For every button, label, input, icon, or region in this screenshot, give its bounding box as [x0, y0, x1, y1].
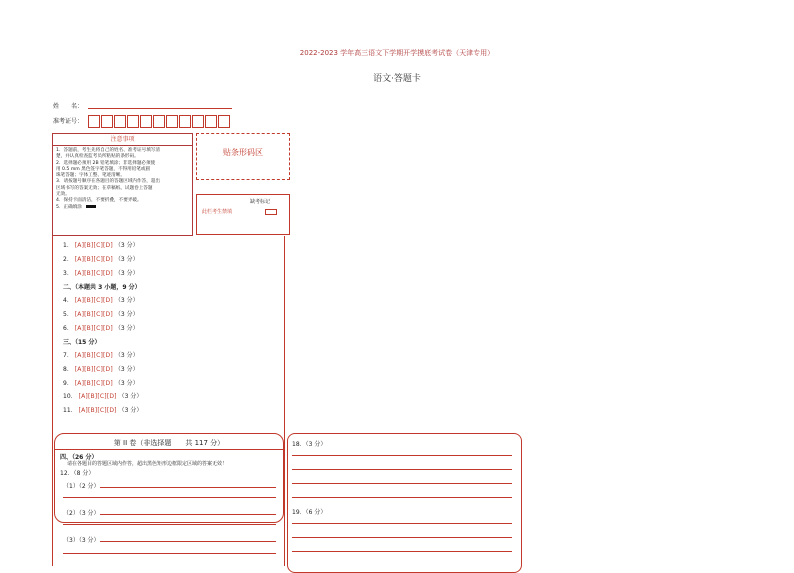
answer-line[interactable] — [63, 524, 276, 525]
notice-line: 珠笔答题；字体工整、笔迹清晰。 — [56, 173, 125, 179]
question-12-1: （1）（2 分） — [63, 483, 100, 490]
divider — [55, 449, 283, 450]
question-score: （3 分） — [114, 325, 139, 332]
question-number: 2． — [63, 256, 73, 263]
choice-row — [63, 378, 139, 387]
id-box[interactable] — [192, 115, 204, 128]
answer-warning: 请在各题目的答题区域内作答，超出黑色矩形边框限定区域的答案无效！ — [67, 461, 228, 467]
notice-line: 区域书写的答案无效；在草稿纸、试题卷上答题 — [56, 185, 153, 191]
id-box[interactable] — [127, 115, 139, 128]
absent-mark-label: 缺考标记 — [249, 199, 270, 205]
question-12-3: （3）（3 分） — [63, 537, 100, 544]
answer-line[interactable] — [292, 523, 512, 524]
question-number: 8． — [63, 366, 73, 373]
notice-sample-row — [56, 205, 190, 211]
answer-line[interactable] — [292, 455, 512, 456]
answer-options[interactable]: [A][B][C][D] — [74, 366, 113, 373]
name-label: 姓 名： — [53, 103, 84, 110]
absent-panel — [196, 194, 290, 235]
question-score: （3 分） — [118, 393, 143, 400]
part2-title: 第 II 卷（非选择题 共 117 分） — [113, 439, 225, 447]
answer-line[interactable] — [292, 537, 512, 538]
notice-line: 1．答题前，考生先将自己的姓名、准考证号填写清 — [56, 148, 160, 153]
question-score: （3 分） — [114, 242, 139, 249]
id-box[interactable] — [114, 115, 126, 128]
notice-line: 楚，并认真检查监考员所粘贴的条形码。 — [56, 154, 139, 160]
question-score: （3 分） — [114, 366, 139, 373]
answer-options[interactable]: [A][B][C][D] — [74, 352, 113, 359]
answer-options[interactable]: [A][B][C][D] — [74, 325, 113, 332]
question-score: （3 分） — [114, 311, 139, 318]
question-number: 4． — [63, 297, 73, 304]
choice-row — [63, 295, 139, 304]
id-box[interactable] — [140, 115, 152, 128]
section-heading: 四、（26 分） — [60, 454, 98, 461]
question-score: （3 分） — [118, 407, 143, 414]
answer-options[interactable]: [A][B][C][D] — [74, 256, 113, 263]
id-box[interactable] — [166, 115, 178, 128]
absent-label: 此栏考生禁填 — [202, 209, 233, 215]
question-score: （3 分） — [114, 256, 139, 263]
barcode-area — [196, 133, 290, 180]
section-heading: 二、（本题共 3 小题，9 分） — [63, 284, 141, 291]
choice-row — [63, 391, 142, 400]
card-title: 语文·答题卡 — [373, 74, 421, 84]
answer-line[interactable] — [63, 497, 276, 498]
question-score: （3 分） — [114, 297, 139, 304]
answer-line[interactable] — [100, 541, 276, 542]
id-box[interactable] — [205, 115, 217, 128]
id-box[interactable] — [179, 115, 191, 128]
choice-row — [63, 309, 139, 318]
section-heading: 三、（15 分） — [63, 339, 101, 346]
answer-options[interactable]: [A][B][C][D] — [78, 393, 117, 400]
absent-checkbox[interactable] — [265, 209, 277, 215]
notice-line: 4．保持卡面清洁，不要折叠，不要弄破。 — [56, 198, 142, 204]
exam-title: 2022-2023 学年高三语文下学期开学摸底考试卷（天津专用） — [299, 49, 495, 57]
choice-row — [63, 364, 139, 373]
question-score: （3 分） — [114, 380, 139, 387]
question-number: 9． — [63, 380, 73, 387]
choice-row — [63, 350, 139, 359]
notice-line: 无效。 — [56, 192, 70, 198]
answer-line[interactable] — [100, 487, 276, 488]
question-12-2: （2）（3 分） — [63, 510, 100, 517]
id-box[interactable] — [101, 115, 113, 128]
answer-options[interactable]: [A][B][C][D] — [74, 297, 113, 304]
question-number: 1． — [63, 242, 73, 249]
question-number: 3． — [63, 270, 73, 277]
question-12: 12．（8 分） — [60, 470, 95, 477]
question-18: 18．（3 分） — [292, 441, 327, 448]
notice-line: 用 0.5 mm 黑色签字笔答题，不得用铅笔或圆 — [56, 166, 151, 172]
question-number: 11． — [63, 407, 77, 414]
question-score: （3 分） — [114, 352, 139, 359]
id-box[interactable] — [153, 115, 165, 128]
question-number: 5． — [63, 311, 73, 318]
answer-options[interactable]: [A][B][C][D] — [74, 380, 113, 387]
choice-row — [63, 254, 139, 263]
answer-options[interactable]: [A][B][C][D] — [74, 311, 113, 318]
filled-mark-icon — [86, 205, 96, 208]
id-label: 准考证号： — [53, 118, 84, 125]
question-number: 10． — [63, 393, 77, 400]
answer-options[interactable]: [A][B][C][D] — [78, 407, 117, 414]
answer-line[interactable] — [292, 469, 512, 470]
answer-line[interactable] — [100, 514, 276, 515]
answer-line[interactable] — [63, 553, 276, 554]
notice-title: 注意事项 — [53, 134, 192, 146]
id-box[interactable] — [218, 115, 230, 128]
choice-row — [63, 323, 139, 332]
notice-sample-label: 5．正确填涂 — [56, 204, 82, 210]
question-score: （3 分） — [114, 270, 139, 277]
question-number: 7． — [63, 352, 73, 359]
barcode-label: 贴条形码区 — [223, 148, 263, 157]
answer-options[interactable]: [A][B][C][D] — [74, 242, 113, 249]
notice-line: 3．请按题号顺序在各题目的答题区域内作答，超出 — [56, 179, 160, 185]
answer-line[interactable] — [292, 551, 512, 552]
notice-line: 2．选择题必须用 2B 铅笔填涂；非选择题必须使 — [56, 160, 156, 166]
choice-row — [63, 268, 139, 277]
choice-row — [63, 405, 142, 414]
question-number: 6． — [63, 325, 73, 332]
right-answer-box — [287, 433, 522, 573]
answer-line[interactable] — [292, 483, 512, 484]
name-field[interactable] — [88, 108, 232, 109]
notice-text — [56, 148, 190, 211]
id-box[interactable] — [88, 115, 100, 128]
question-19: 19．（6 分） — [292, 509, 327, 516]
answer-line[interactable] — [292, 497, 512, 498]
notice-panel — [52, 133, 193, 236]
choice-row — [63, 240, 139, 249]
answer-options[interactable]: [A][B][C][D] — [74, 270, 113, 277]
